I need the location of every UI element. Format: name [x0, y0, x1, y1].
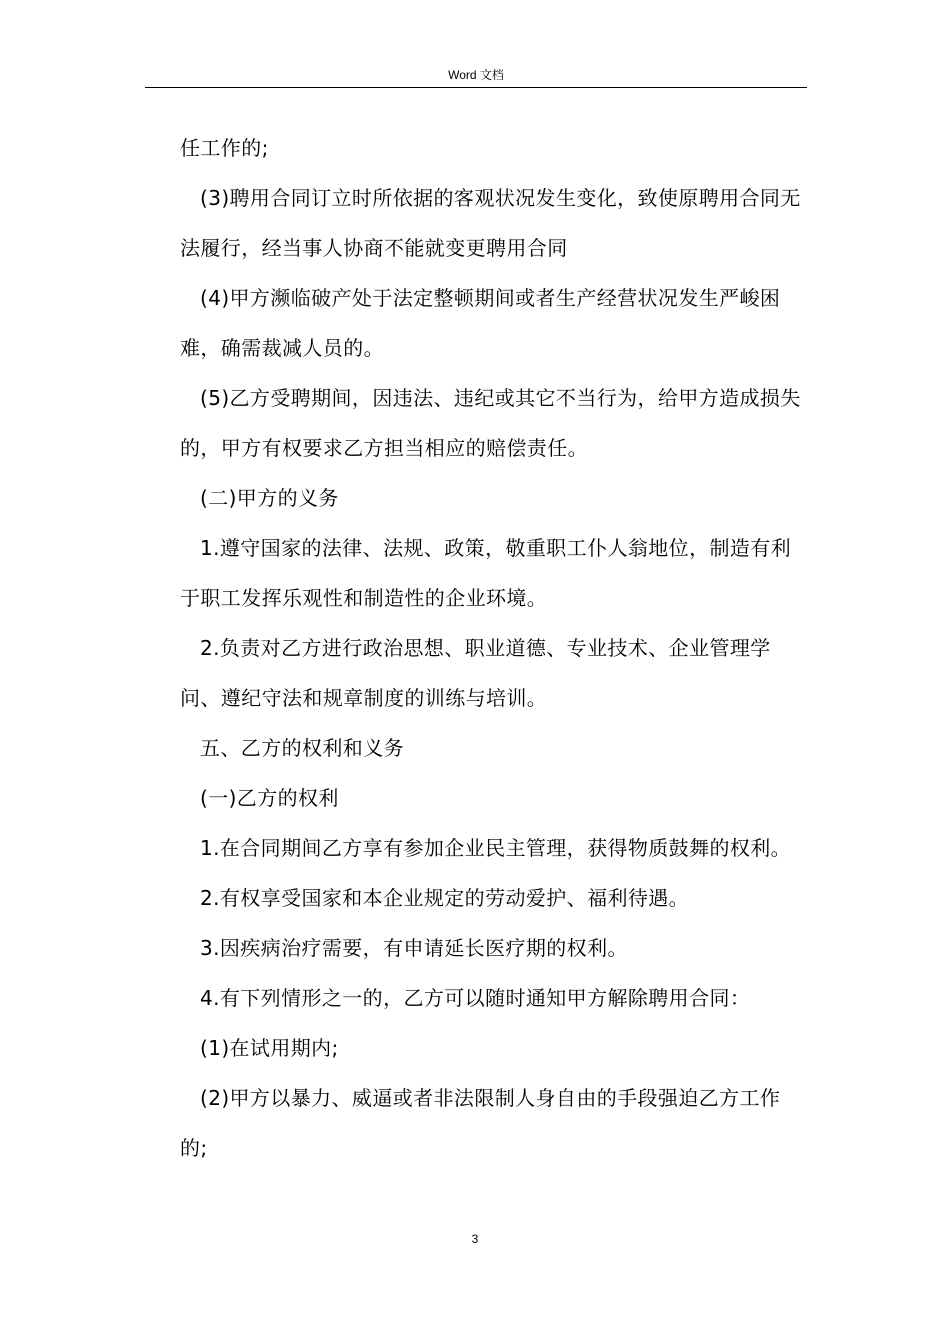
paragraph: (5)乙方受聘期间，因违法、违纪或其它不当行为，给甲方造成损失的，甲方有权要求乙方担当相应的赔偿责任。	[180, 386, 801, 460]
paragraph: (4)甲方濒临破产处于法定整顿期间或者生产经营状况发生严峻困难，确需裁减人员的。	[180, 286, 781, 360]
paragraph: 3.因疾病治疗需要，有申请延长医疗期的权利。	[200, 936, 628, 960]
paragraph: 1.在合同期间乙方享有参加企业民主管理，获得物质鼓舞的权利。	[200, 836, 792, 860]
paragraph: (二)甲方的义务	[200, 486, 339, 510]
paragraph: (3)聘用合同订立时所依据的客观状况发生变化，致使原聘用合同无法履行，经当事人协商不能就变更聘用合同	[180, 186, 801, 260]
document-body	[180, 123, 805, 1173]
paragraph: 1.遵守国家的法律、法规、政策，敬重职工仆人翁地位，制造有利于职工发挥乐观性和制造性的企业环境。	[180, 536, 792, 610]
paragraph: 2.有权享受国家和本企业规定的劳动爱护、福利待遇。	[200, 886, 690, 910]
section-heading: 五、乙方的权利和义务	[200, 736, 404, 760]
paragraph: (1)在试用期内;	[200, 1036, 339, 1060]
paragraph: (2)甲方以暴力、威逼或者非法限制人身自由的手段强迫乙方工作的;	[180, 1086, 781, 1160]
paragraph: 任工作的;	[180, 136, 269, 160]
header-divider	[145, 87, 807, 88]
subsection-heading: (一)乙方的权利	[200, 786, 339, 810]
page-number: 3	[471, 1232, 479, 1246]
page-header: Word 文档	[448, 68, 504, 82]
paragraph: 2.负责对乙方进行政治思想、职业道德、专业技术、企业管理学问、遵纪守法和规章制度的训练与培训。	[180, 636, 771, 710]
paragraph: 4.有下列情形之一的，乙方可以随时通知甲方解除聘用合同：	[200, 986, 751, 1010]
